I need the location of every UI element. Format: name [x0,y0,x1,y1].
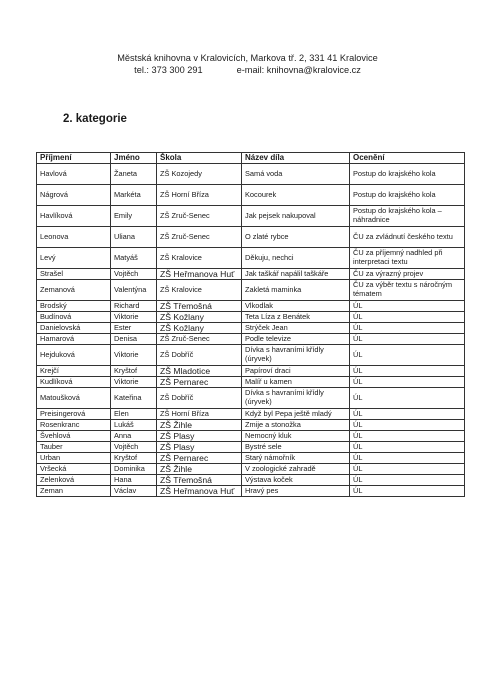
cell-first-name: Valentýna [111,280,157,301]
cell-school: ZŠ Horní Bříza [157,185,242,206]
cell-school: ZŠ Kozojedy [157,164,242,185]
table-row [37,227,465,248]
cell-award: ČU za příjemný nadhled při interpretaci textu [350,248,465,269]
cell-surname: Levý [37,248,111,269]
cell-award: ÚL [350,453,465,464]
cell-first-name: Kryštof [111,453,157,464]
cell-first-name: Lukáš [111,420,157,431]
cell-first-name: Kateřina [111,388,157,409]
cell-award: ÚL [350,486,465,497]
table-row [37,269,465,280]
cell-surname: Budínová [37,312,111,323]
table-row [37,442,465,453]
cell-school: ZŠ Dobříč [157,345,242,366]
cell-school: ZŠ Pernarec [157,377,242,388]
cell-work-title: Strýček Jean [242,323,350,334]
cell-school: ZŠ Plasy [157,431,242,442]
cell-first-name: Elen [111,409,157,420]
cell-award: ČU za zvládnutí českého textu [350,227,465,248]
column-header-award: Ocenění [350,153,465,164]
cell-surname: Zeman [37,486,111,497]
cell-school: ZŠ Kralovice [157,248,242,269]
cell-first-name: Viktorie [111,312,157,323]
cell-first-name: Anna [111,431,157,442]
cell-school: ZŠ Dobříč [157,388,242,409]
cell-work-title: Dívka s havraními křídly (úryvek) [242,388,350,409]
cell-school: ZŠ Kožlany [157,312,242,323]
cell-work-title: V zoologické zahradě [242,464,350,475]
table-row [37,185,465,206]
table-row [37,420,465,431]
cell-first-name: Richard [111,301,157,312]
table-row [37,486,465,497]
cell-surname: Nágrová [37,185,111,206]
table-row [37,409,465,420]
cell-work-title: Zakletá maminka [242,280,350,301]
cell-surname: Vršecká [37,464,111,475]
table-header-row [37,153,465,164]
cell-surname: Švehlová [37,431,111,442]
table-row [37,377,465,388]
cell-award: ÚL [350,334,465,345]
cell-first-name: Ester [111,323,157,334]
table-row [37,431,465,442]
column-header-school: Škola [157,153,242,164]
cell-award: ÚL [350,323,465,334]
cell-surname: Krejčí [37,366,111,377]
cell-school: ZŠ Žihle [157,420,242,431]
cell-award: ÚL [350,388,465,409]
cell-award: Postup do krajského kola – náhradnice [350,206,465,227]
cell-award: ÚL [350,377,465,388]
column-header-first-name: Jméno [111,153,157,164]
email-address: e-mail: knihovna@kralovice.cz [236,65,361,75]
cell-surname: Brodský [37,301,111,312]
cell-work-title: Zmije a stonožka [242,420,350,431]
cell-work-title: Malíř u kamen [242,377,350,388]
cell-school: ZŠ Heřmanova Huť [157,486,242,497]
cell-surname: Danielovská [37,323,111,334]
cell-surname: Kudlíková [37,377,111,388]
cell-first-name: Denisa [111,334,157,345]
column-header-surname: Příjmení [37,153,111,164]
cell-first-name: Kryštof [111,366,157,377]
cell-work-title: Samá voda [242,164,350,185]
table-row [37,366,465,377]
cell-surname: Rosenkranc [37,420,111,431]
letterhead [0,52,495,76]
cell-award: ÚL [350,420,465,431]
cell-work-title: Kocourek [242,185,350,206]
cell-school: ZŠ Plasy [157,442,242,453]
cell-award: ČU za výrazný projev [350,269,465,280]
cell-surname: Havlová [37,164,111,185]
cell-work-title: O zlaté rybce [242,227,350,248]
cell-surname: Havlíková [37,206,111,227]
cell-award: ÚL [350,464,465,475]
cell-award: ÚL [350,431,465,442]
cell-surname: Preisingerová [37,409,111,420]
table-row [37,388,465,409]
cell-award: Postup do krajského kola [350,164,465,185]
cell-school: ZŠ Třemošná [157,301,242,312]
cell-work-title: Papíroví draci [242,366,350,377]
cell-surname: Strašel [37,269,111,280]
cell-work-title: Jak pejsek nakupoval [242,206,350,227]
cell-first-name: Uliana [111,227,157,248]
table-row [37,164,465,185]
cell-surname: Matoušková [37,388,111,409]
cell-first-name: Viktorie [111,377,157,388]
cell-school: ZŠ Žihle [157,464,242,475]
cell-work-title: Jak taškář napálil taškáře [242,269,350,280]
cell-first-name: Markéta [111,185,157,206]
cell-award: ÚL [350,312,465,323]
cell-work-title: Teta Líza z Benátek [242,312,350,323]
cell-award: ČU za výběr textu s náročným tématem [350,280,465,301]
table-row [37,345,465,366]
cell-first-name: Emily [111,206,157,227]
table-row [37,248,465,269]
cell-first-name: Dominika [111,464,157,475]
phone-number: tel.: 373 300 291 [134,65,203,75]
cell-surname: Leonova [37,227,111,248]
cell-school: ZŠ Zruč-Senec [157,206,242,227]
cell-award: ÚL [350,442,465,453]
cell-work-title: Hravý pes [242,486,350,497]
cell-work-title: Vlkodlak [242,301,350,312]
cell-work-title: Dívka s havraními křídly (úryvek) [242,345,350,366]
table-row [37,312,465,323]
cell-work-title: Nemocný kluk [242,431,350,442]
cell-work-title: Když byl Pepa ještě mladý [242,409,350,420]
cell-surname: Zemanová [37,280,111,301]
cell-school: ZŠ Horní Bříza [157,409,242,420]
results-table [36,152,465,497]
cell-surname: Tauber [37,442,111,453]
cell-school: ZŠ Zruč-Senec [157,334,242,345]
cell-first-name: Viktorie [111,345,157,366]
cell-award: ÚL [350,301,465,312]
cell-first-name: Vojtěch [111,269,157,280]
cell-work-title: Starý námořník [242,453,350,464]
table-row [37,280,465,301]
cell-surname: Hejduková [37,345,111,366]
cell-first-name: Hana [111,475,157,486]
cell-school: ZŠ Kožlany [157,323,242,334]
page-title: 2. kategorie [63,113,127,125]
cell-surname: Urban [37,453,111,464]
cell-school: ZŠ Heřmanova Huť [157,269,242,280]
contact-line [0,64,495,76]
cell-first-name: Vojtěch [111,442,157,453]
library-address: Městská knihovna v Kralovicích, Markova tř. 2, 331 41 Kralovice [117,53,378,63]
cell-first-name: Matyáš [111,248,157,269]
cell-surname: Zelenková [37,475,111,486]
cell-work-title: Bystré sele [242,442,350,453]
column-header-work-title: Název díla [242,153,350,164]
cell-award: ÚL [350,366,465,377]
cell-first-name: Žaneta [111,164,157,185]
table-body [37,164,465,497]
cell-work-title: Děkuju, nechci [242,248,350,269]
cell-award: ÚL [350,345,465,366]
table-row [37,206,465,227]
table-row [37,475,465,486]
table-row [37,334,465,345]
cell-school: ZŠ Zruč-Senec [157,227,242,248]
cell-school: ZŠ Třemošná [157,475,242,486]
cell-work-title: Podle televize [242,334,350,345]
cell-surname: Hamarová [37,334,111,345]
cell-award: ÚL [350,409,465,420]
table-row [37,301,465,312]
table-row [37,453,465,464]
table-row [37,323,465,334]
table-row [37,464,465,475]
cell-school: ZŠ Kralovice [157,280,242,301]
cell-school: ZŠ Pernarec [157,453,242,464]
cell-school: ZŠ Mladotice [157,366,242,377]
cell-award: ÚL [350,475,465,486]
cell-award: Postup do krajského kola [350,185,465,206]
cell-work-title: Výstava koček [242,475,350,486]
cell-first-name: Václav [111,486,157,497]
